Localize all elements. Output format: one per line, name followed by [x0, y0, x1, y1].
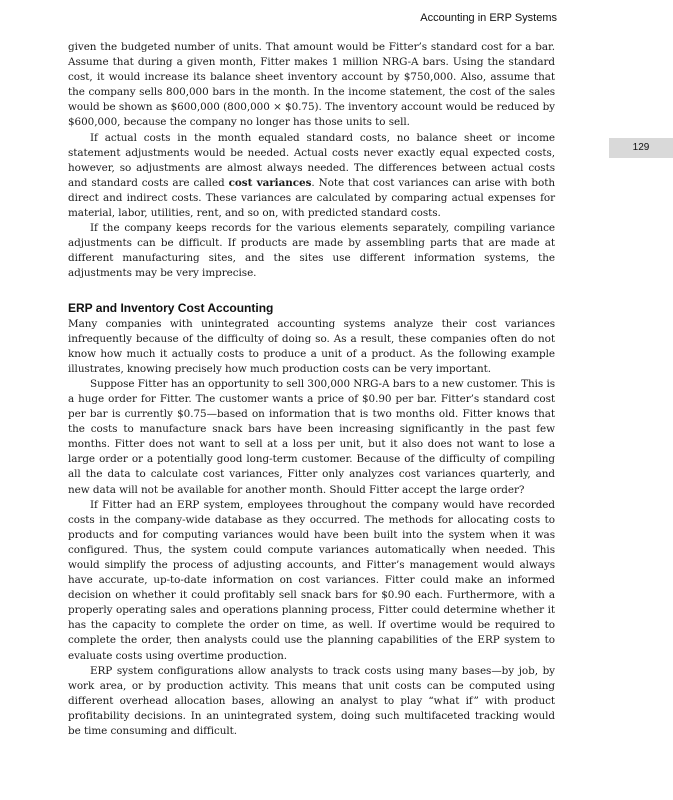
- paragraph: Many companies with unintegrated accounting systems analyze their cost variances infrequently because of the difficulty of doing so. As a result, these companies often do not know how much it actually costs to produce a unit of a product. As the following example illustrates, knowing precisely how much production costs can be very important.: [68, 317, 555, 375]
- section-heading: ERP and Inventory Cost Accounting: [68, 300, 274, 315]
- paragraph: If Fitter had an ERP system, employees throughout the company would have recorded costs in the company-wide database as they occurred. The methods for allocating costs to products and for computing variances would have been built into the system when it was configured. Thus, the system could compute variances automatically when needed. This would simplify the process of adjusting accounts, and Fitter’s management would always have accurate, up-to-date information on cost variances. Fitter could make an informed decision on whether it could profitably sell snack bars for $0.90 each. Furthermore, with a properly operating sales and operations planning process, Fitter could determine whether it has the capacity to complete the order on time, as well. If overtime would be required to complete the order, then analysts could use the planning capabilities of the ERP system to evaluate costs using overtime production.: [68, 498, 555, 662]
- paragraph: [68, 131, 555, 222]
- paragraph: ERP system configurations allow analysts to track costs using many bases—by job, by work area, or by production activity. This means that unit costs can be computed using different overhead allocation bases, allowing an analyst to play “what if” with product profitability decisions. In an unintegrated system, doing such multifaceted tracking would be time consuming and difficult.: [68, 664, 555, 738]
- body-column: [68, 40, 555, 739]
- page-number: 129: [609, 138, 673, 158]
- paragraph: If the company keeps records for the various elements separately, compiling variance adjustments can be difficult. If products are made by assembling parts that are made at different manufacturing sites, and the sites use different information systems, the adjustments may be very imprecise.: [68, 222, 555, 280]
- key-term: cost variances: [228, 176, 312, 189]
- paragraph-text: If actual costs in the month equaled standard costs, no balance sheet or income statement adjustments would be needed. Actual costs never exactly equal expected costs, however, so adjustments are almost always needed. The differences between actual costs and standard costs are called: [68, 131, 555, 189]
- paragraph: Suppose Fitter has an opportunity to sell 300,000 NRG-A bars to a new customer. This is a huge order for Fitter. The customer wants a price of $0.90 per bar. Fitter’s standard cost per bar is currently $0.75—based on information that is two months old. Fitter knows that the costs to manufacture snack bars have been increasing significantly in the past few months. Fitter does not want to sell at a loss per unit, but it also does not want to lose a large order or a potentially good long-term customer. Because of the difficulty of compiling all the data to calculate cost variances, Fitter only analyzes cost variances quarterly, and new data will not be available for another month. Should Fitter accept the large order?: [68, 377, 555, 496]
- paragraph-text: . Note that cost variances can arise with both direct and indirect costs. These variances are calculated by comparing actual expenses for material, labor, utilities, rent, and so on, with predicted standard costs.: [68, 176, 555, 220]
- running-head: Accounting in ERP Systems: [420, 12, 557, 24]
- paragraph: given the budgeted number of units. That amount would be Fitter’s standard cost for a bar. Assume that during a given month, Fitter makes 1 million NRG-A bars. Using the standard cost, it would increase its balance sheet inventory account by $750,000. Also, assume that the company sells 800,000 bars in the month. In the income statement, the cost of the sales would be shown as $600,000 (800,000 × $0.75). The inventory account would be reduced by $600,000, because the company no longer has those units to sell.: [68, 41, 555, 129]
